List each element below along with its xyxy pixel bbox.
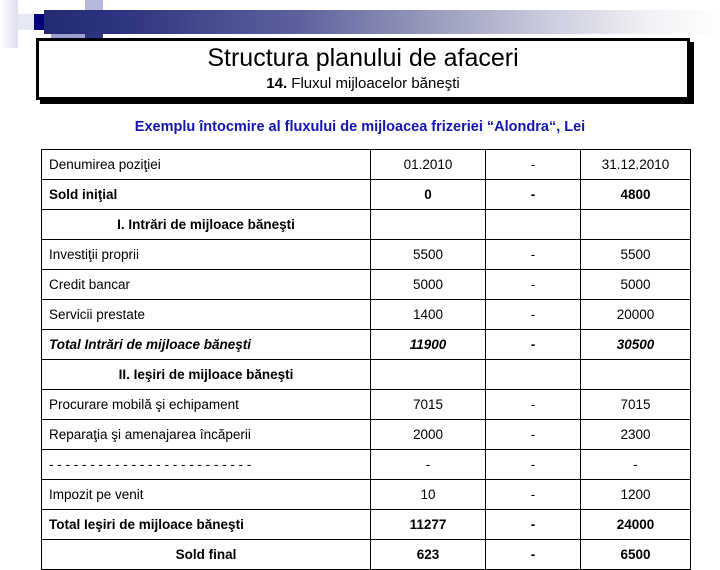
row-value-cell: 5000 <box>581 270 691 300</box>
row-value-cell: - <box>486 300 581 330</box>
row-value-cell: - <box>486 510 581 540</box>
table-row <box>42 210 691 240</box>
row-value-cell <box>486 360 581 390</box>
row-label-cell: Total Ieşiri de mijloace băneşti <box>42 510 371 540</box>
row-value-cell: 4800 <box>581 180 691 210</box>
deco-square <box>0 0 18 48</box>
section-title: Fluxul mijloacelor băneşti <box>287 75 460 92</box>
row-value-cell: 0 <box>371 180 486 210</box>
table-row <box>42 180 691 210</box>
row-value-cell: - <box>486 450 581 480</box>
table-row <box>42 450 691 480</box>
row-label-cell: I. Intrări de mijloace băneşti <box>42 210 371 240</box>
table-row <box>42 150 691 180</box>
row-value-cell: - <box>486 270 581 300</box>
table-row <box>42 240 691 270</box>
example-subtitle: Exemplu întocmire al fluxului de mijloacea frizeriei “Alondra“, Lei <box>134 119 586 135</box>
table-row <box>42 300 691 330</box>
row-value-cell: - <box>486 180 581 210</box>
row-value-cell: 10 <box>371 480 486 510</box>
row-value-cell: - <box>486 150 581 180</box>
row-value-cell: 2000 <box>371 420 486 450</box>
cash-flow-table-body <box>42 150 691 570</box>
row-label-cell: Total Intrări de mijloace băneşti <box>42 330 371 360</box>
row-value-cell: 2300 <box>581 420 691 450</box>
row-value-cell: 7015 <box>581 390 691 420</box>
row-value-cell: - <box>581 450 691 480</box>
table-row <box>42 480 691 510</box>
table-row <box>42 420 691 450</box>
row-label-cell: Denumirea poziţiei <box>42 150 371 180</box>
row-label-cell: Servicii prestate <box>42 300 371 330</box>
table-row <box>42 270 691 300</box>
row-label-cell: Investiţii proprii <box>42 240 371 270</box>
row-value-cell: 5500 <box>581 240 691 270</box>
row-value-cell: 11277 <box>371 510 486 540</box>
table-row <box>42 390 691 420</box>
table-row <box>42 360 691 390</box>
section-number: 14. <box>266 75 288 92</box>
row-value-cell <box>581 360 691 390</box>
row-label-cell: - - - - - - - - - - - - - - - - - - - - - - - - - <box>42 450 371 480</box>
row-value-cell: 11900 <box>371 330 486 360</box>
row-value-cell: 01.2010 <box>371 150 486 180</box>
deco-square <box>18 14 34 30</box>
row-value-cell: 24000 <box>581 510 691 540</box>
row-value-cell: - <box>486 240 581 270</box>
row-value-cell: 6500 <box>581 540 691 570</box>
page-subtitle-heading <box>266 74 459 94</box>
row-value-cell: 20000 <box>581 300 691 330</box>
row-label-cell: II. Ieşiri de mijloace băneşti <box>42 360 371 390</box>
row-label-cell: Reparaţia şi amenajarea încăperii <box>42 420 371 450</box>
title-box <box>36 38 690 100</box>
row-value-cell: 623 <box>371 540 486 570</box>
row-value-cell: 1200 <box>581 480 691 510</box>
gradient-banner-bar <box>44 10 720 34</box>
row-value-cell: 5000 <box>371 270 486 300</box>
cash-flow-table <box>41 149 691 570</box>
row-value-cell <box>371 210 486 240</box>
row-value-cell: 30500 <box>581 330 691 360</box>
row-value-cell: 31.12.2010 <box>581 150 691 180</box>
row-value-cell: - <box>486 540 581 570</box>
table-row <box>42 510 691 540</box>
row-label-cell: Sold final <box>42 540 371 570</box>
row-label-cell: Credit bancar <box>42 270 371 300</box>
row-value-cell <box>581 210 691 240</box>
row-value-cell: - <box>486 420 581 450</box>
row-value-cell: - <box>486 480 581 510</box>
table-row <box>42 540 691 570</box>
table-row <box>42 330 691 360</box>
row-value-cell <box>486 210 581 240</box>
page-title: Structura planului de afaceri <box>207 43 519 72</box>
row-value-cell: 7015 <box>371 390 486 420</box>
row-label-cell: Impozit pe venit <box>42 480 371 510</box>
row-value-cell: - <box>371 450 486 480</box>
row-label-cell: Procurare mobilă şi echipament <box>42 390 371 420</box>
row-value-cell: 1400 <box>371 300 486 330</box>
row-value-cell: - <box>486 390 581 420</box>
row-value-cell: - <box>486 330 581 360</box>
row-label-cell: Sold iniţial <box>42 180 371 210</box>
row-value-cell: 5500 <box>371 240 486 270</box>
row-value-cell <box>371 360 486 390</box>
